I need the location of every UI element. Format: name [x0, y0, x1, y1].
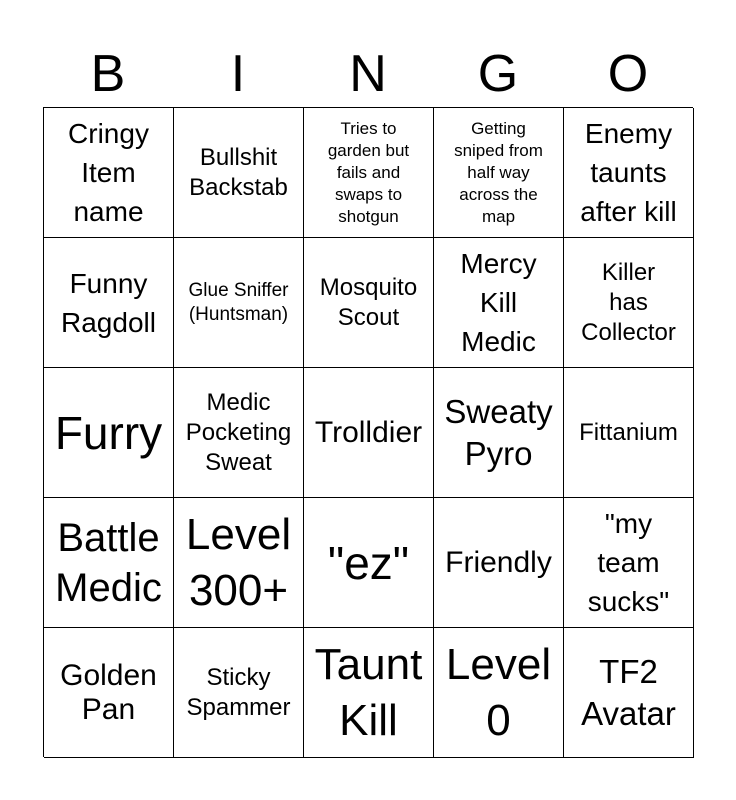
cell-text: Mercy Kill Medic [460, 248, 537, 357]
cell-text: Medic Pocketing Sweat [185, 388, 292, 476]
cell-text: Sweaty Pyro [444, 392, 553, 472]
header-letter-b: B [90, 45, 126, 103]
header-letter-n: N [349, 45, 387, 103]
bingo-header [43, 40, 693, 108]
bingo-cell[interactable] [434, 368, 564, 498]
bingo-cell[interactable] [434, 108, 564, 238]
cell-text: Glue Sniffer (Huntsman) [188, 279, 289, 325]
cell-text: Funny Ragdoll [61, 267, 156, 338]
cell-text: Fittanium [579, 418, 678, 446]
cell-text: Enemy taunts after kill [580, 118, 677, 227]
bingo-cell[interactable] [434, 628, 564, 758]
bingo-cell[interactable] [304, 498, 434, 628]
cell-text: Level 300+ [185, 509, 292, 615]
bingo-cell[interactable] [174, 238, 304, 368]
cell-text: Bullshit Backstab [189, 143, 288, 201]
cell-text: Cringy Item name [68, 118, 149, 227]
cell-text: Level 0 [445, 639, 552, 745]
bingo-cell[interactable] [564, 498, 694, 628]
bingo-cell[interactable] [174, 368, 304, 498]
bingo-cell[interactable] [174, 498, 304, 628]
header-letter-o: O [607, 45, 649, 103]
cell-text: "ez" [327, 536, 410, 589]
cell-text: Killer has Collector [581, 258, 676, 346]
cell-text: "my team sucks" [587, 508, 670, 617]
bingo-cell[interactable] [434, 498, 564, 628]
bingo-cell[interactable] [44, 498, 174, 628]
bingo-cell[interactable] [304, 628, 434, 758]
bingo-cell[interactable] [174, 108, 304, 238]
header-letter-g: G [477, 45, 519, 103]
header-letter-i: I [230, 45, 246, 103]
bingo-board [43, 107, 693, 757]
cell-text: Getting sniped from half way across the map [454, 118, 543, 226]
cell-text: Golden Pan [60, 658, 157, 726]
cell-text: Taunt Kill [314, 639, 423, 745]
cell-text: Tries to garden but fails and swaps to shotgun [327, 118, 410, 226]
bingo-cell[interactable] [564, 238, 694, 368]
bingo-cell[interactable] [44, 108, 174, 238]
cell-text: Friendly [445, 545, 552, 579]
bingo-cell[interactable] [44, 238, 174, 368]
cell-text: Trolldier [314, 415, 423, 449]
bingo-cell[interactable] [304, 238, 434, 368]
bingo-cell[interactable] [564, 368, 694, 498]
bingo-cell[interactable] [564, 108, 694, 238]
cell-text: Furry [54, 406, 163, 459]
cell-text: Mosquito Scout [319, 273, 418, 331]
cell-text: TF2 Avatar [581, 652, 676, 732]
bingo-cell[interactable] [304, 108, 434, 238]
bingo-cell[interactable] [44, 628, 174, 758]
cell-text: Battle Medic [55, 515, 162, 610]
bingo-cell[interactable] [304, 368, 434, 498]
bingo-cell[interactable] [564, 628, 694, 758]
bingo-cell[interactable] [174, 628, 304, 758]
bingo-cell[interactable] [434, 238, 564, 368]
bingo-cell[interactable] [44, 368, 174, 498]
cell-text: Sticky Spammer [186, 663, 291, 721]
